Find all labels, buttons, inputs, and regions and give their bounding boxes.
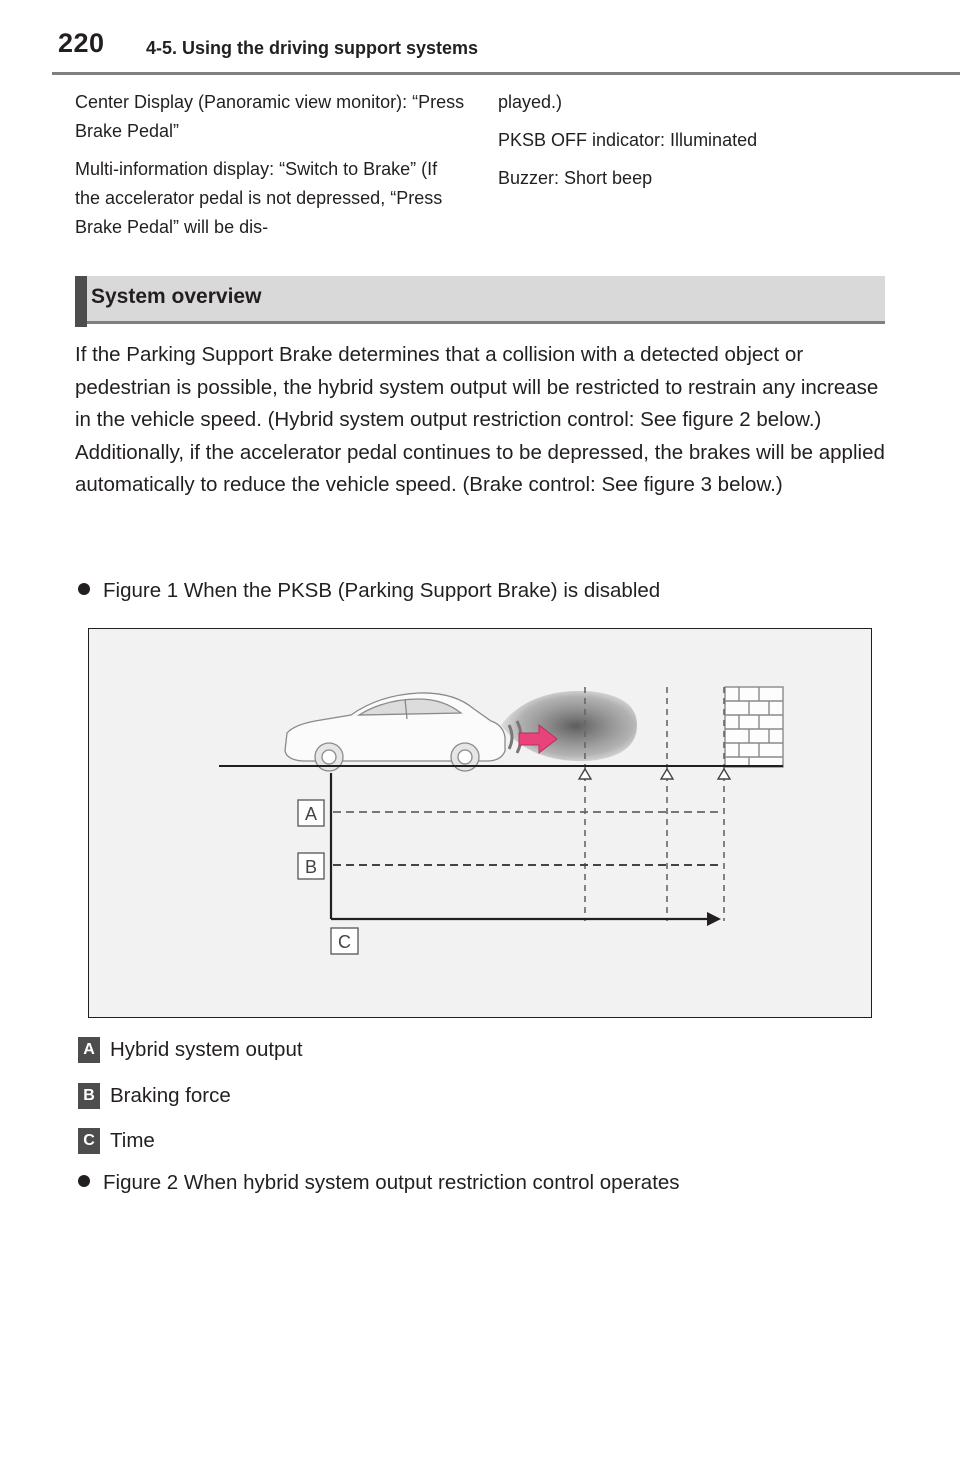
body-paragraph-1: If the Parking Support Brake determines that a collision with a detected object or pedestrian is possible, the hybrid system output will be restricted to restrain any increase in the vehicle speed. (Hybrid system output restriction control: See figure 2 below.)	[75, 343, 879, 431]
brick-wall-icon	[725, 687, 783, 767]
body-paragraph-2: Additionally, if the accelerator pedal continues to be depressed, the brakes will be applied automatically to reduce the vehicle speed. (Brake control: See figure 3 below.)	[75, 440, 885, 496]
intro-left-column	[75, 88, 465, 251]
car-icon	[285, 693, 505, 771]
time-arrow-icon	[707, 912, 721, 926]
bullet-icon	[78, 1175, 90, 1187]
figure-label-a	[298, 800, 324, 826]
legend-row-b	[78, 1082, 231, 1110]
intro-right-column	[498, 88, 888, 202]
position-marker-icons	[579, 769, 730, 779]
legend-text-a: Hybrid system output	[110, 1038, 303, 1061]
legend-row-c	[78, 1127, 155, 1155]
figure1-caption-row	[78, 576, 890, 606]
sensor-zone	[501, 691, 637, 761]
figure1-caption: Figure 1 When the PKSB (Parking Support Brake) is disabled	[103, 579, 661, 602]
intro-center-display: Center Display (Panoramic view monitor): “Press Brake Pedal”	[75, 92, 465, 141]
header-section-title: 4-5. Using the driving support systems	[146, 38, 479, 58]
intro-multi-info-display: Multi-information display: “Switch to Brake” (If the accelerator pedal is not depressed, “Press Brake Pedal” will be dis-	[75, 159, 443, 237]
legend-key-a: A	[78, 1037, 100, 1063]
legend-key-c: C	[78, 1128, 100, 1154]
svg-text:C: C	[338, 932, 351, 952]
figure2-caption-row	[78, 1168, 890, 1198]
legend-row-a	[78, 1036, 303, 1064]
intro-continued: played.)	[498, 92, 563, 112]
legend-text-c: Time	[110, 1129, 155, 1152]
intro-pksb-indicator: PKSB OFF indicator: Illuminated	[498, 130, 758, 150]
legend-key-b: B	[78, 1083, 100, 1109]
figure-label-c	[331, 928, 358, 954]
legend-text-b: Braking force	[110, 1084, 231, 1107]
figure1-illustration	[88, 628, 872, 1018]
intro-buzzer: Buzzer: Short beep	[498, 168, 653, 188]
section-heading-bar	[75, 276, 885, 324]
bullet-icon	[78, 583, 90, 595]
section-heading-accent	[75, 276, 87, 327]
body-text	[75, 339, 887, 502]
svg-text:B: B	[304, 857, 318, 877]
page-number: 220	[58, 28, 105, 58]
section-heading-title: System overview	[91, 285, 262, 308]
header-divider	[52, 72, 960, 75]
figure2-caption: Figure 2 When hybrid system output restriction control operates	[103, 1171, 680, 1194]
figure1-svg	[89, 629, 870, 1016]
figure-label-b	[298, 853, 324, 879]
svg-text:A: A	[304, 804, 318, 824]
